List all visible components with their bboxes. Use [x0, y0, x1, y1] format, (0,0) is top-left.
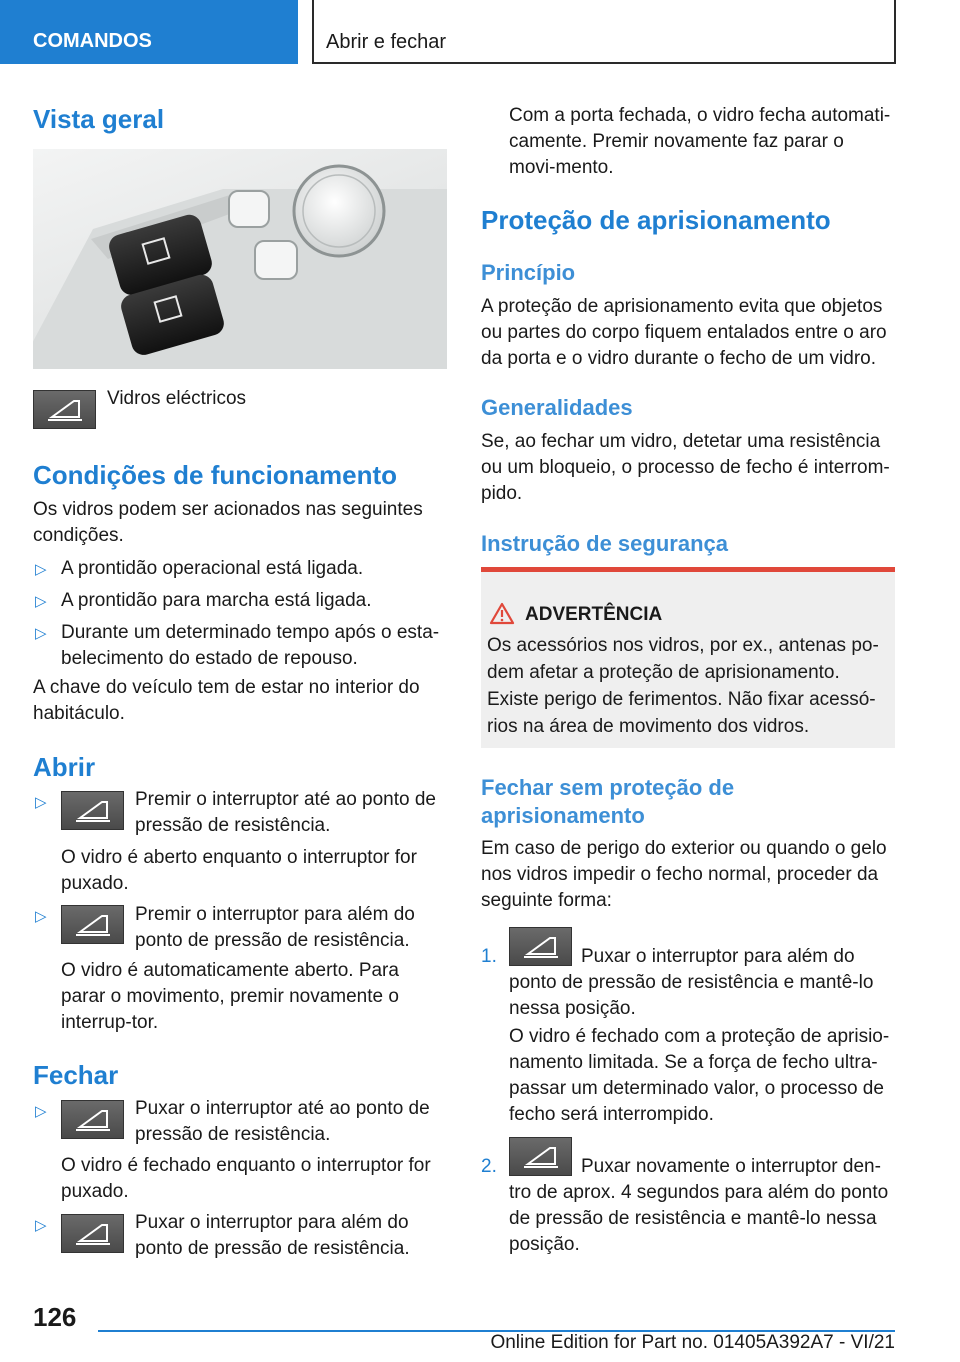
open-step-lead: Premir o interruptor para além do ponto de pressão de resistência. — [135, 904, 415, 951]
triangle-right-icon: ▷ — [35, 561, 47, 578]
open-step-desc: O vidro é aberto enquanto o interruptor for puxado. — [61, 847, 417, 894]
header-section-tab — [0, 0, 298, 64]
header-section-label: COMANDOS — [33, 30, 152, 52]
header-subsection — [312, 0, 896, 64]
warning-text: Os acessórios nos vidros, por ex., antenas po-dem afetar a proteção de aprisionamento. Existe perigo de ferimentos. Não fixar acessó-rios na área de movimento dos vidros. — [487, 635, 879, 737]
header-subsection-label: Abrir e fechar — [326, 31, 447, 53]
window-switch-icon — [61, 1100, 124, 1139]
step-desc: O vidro é fechado com a proteção de aprisio-namento limitada. Se a força de fecho ultra-passar um determinado valor, o processo de fecho será interrompido. — [509, 1026, 890, 1125]
triangle-right-icon: ▷ — [35, 794, 47, 811]
open-step-lead: Premir o interruptor até ao ponto de pressão de resistência. — [135, 789, 437, 836]
condition-item: A prontidão para marcha está ligada. — [61, 590, 372, 611]
window-switch-icon — [33, 390, 96, 429]
window-switch-icon — [61, 905, 124, 944]
heading-general: Generalidades — [481, 395, 633, 420]
heading-safety: Instrução de segurança — [481, 531, 728, 556]
conditions-intro: Os vidros podem ser acionados nas seguintes condições. — [33, 499, 423, 546]
general-text: Se, ao fechar um vidro, detetar uma resistência ou um bloqueio, o processo de fecho é interrom-pido. — [481, 431, 890, 504]
step-lead: Puxar novamente o interruptor den-tro de aprox. 4 segundos para além do ponto de pressão de resistência e mantê-lo nessa posição. — [509, 1156, 889, 1255]
photo-caption: Vidros eléctricos — [107, 388, 247, 409]
warning-box — [481, 567, 895, 748]
without-intro: Em caso de perigo do exterior ou quando o gelo nos vidros impedir o fecho normal, proceder da seguinte forma: — [481, 838, 887, 911]
heading-without-protection: Fechar sem proteção de aprisionamento — [481, 775, 735, 828]
footer-edition: Online Edition for Part no. 01405A392A7 - VI/21 — [490, 1332, 895, 1353]
step-lead: Puxar o interruptor para além do ponto de pressão de resistência e mantê-lo nessa posição. — [509, 946, 874, 1019]
window-switch-photo — [33, 149, 447, 369]
warning-triangle-icon — [489, 602, 515, 630]
heading-conditions: Condições de funcionamento — [33, 460, 398, 490]
window-switch-illustration — [33, 149, 447, 369]
principle-text: A proteção de aprisionamento evita que objetos ou partes do corpo fiquem entalados entre o aro da porta e o vidro durante o fecho de um vidro. — [481, 296, 887, 369]
triangle-right-icon: ▷ — [35, 593, 47, 610]
window-switch-icon — [61, 791, 124, 830]
heading-protection: Proteção de aprisionamento — [481, 205, 831, 235]
step-number: 1. — [481, 946, 497, 967]
condition-item: A prontidão operacional está ligada. — [61, 558, 364, 579]
heading-close: Fechar — [33, 1060, 119, 1090]
continued-text: Com a porta fechada, o vidro fecha automati-camente. Premir novamente faz parar o movi-mento. — [509, 105, 891, 178]
warning-title: ADVERTÊNCIA — [525, 604, 663, 625]
close-step-lead: Puxar o interruptor até ao ponto de pressão de resistência. — [135, 1098, 430, 1145]
heading-overview: Vista geral — [33, 104, 165, 134]
window-switch-icon — [61, 1214, 124, 1253]
condition-item: Durante um determinado tempo após o esta-belecimento do estado de repouso. — [61, 622, 440, 669]
heading-open: Abrir — [33, 752, 96, 782]
triangle-right-icon: ▷ — [35, 625, 47, 642]
triangle-right-icon: ▷ — [35, 908, 47, 925]
triangle-right-icon: ▷ — [35, 1103, 47, 1120]
triangle-right-icon: ▷ — [35, 1217, 47, 1234]
close-step-lead: Puxar o interruptor para além do ponto de pressão de resistência. — [135, 1212, 410, 1259]
open-step-desc: O vidro é automaticamente aberto. Para parar o movimento, premir novamente o interrup-tor. — [61, 960, 399, 1033]
key-note: A chave do veículo tem de estar no interior do habitáculo. — [33, 677, 420, 724]
page-number: 126 — [33, 1302, 77, 1332]
close-step-desc: O vidro é fechado enquanto o interruptor for puxado. — [61, 1155, 431, 1202]
step-number: 2. — [481, 1156, 497, 1177]
heading-principle: Princípio — [481, 260, 576, 285]
